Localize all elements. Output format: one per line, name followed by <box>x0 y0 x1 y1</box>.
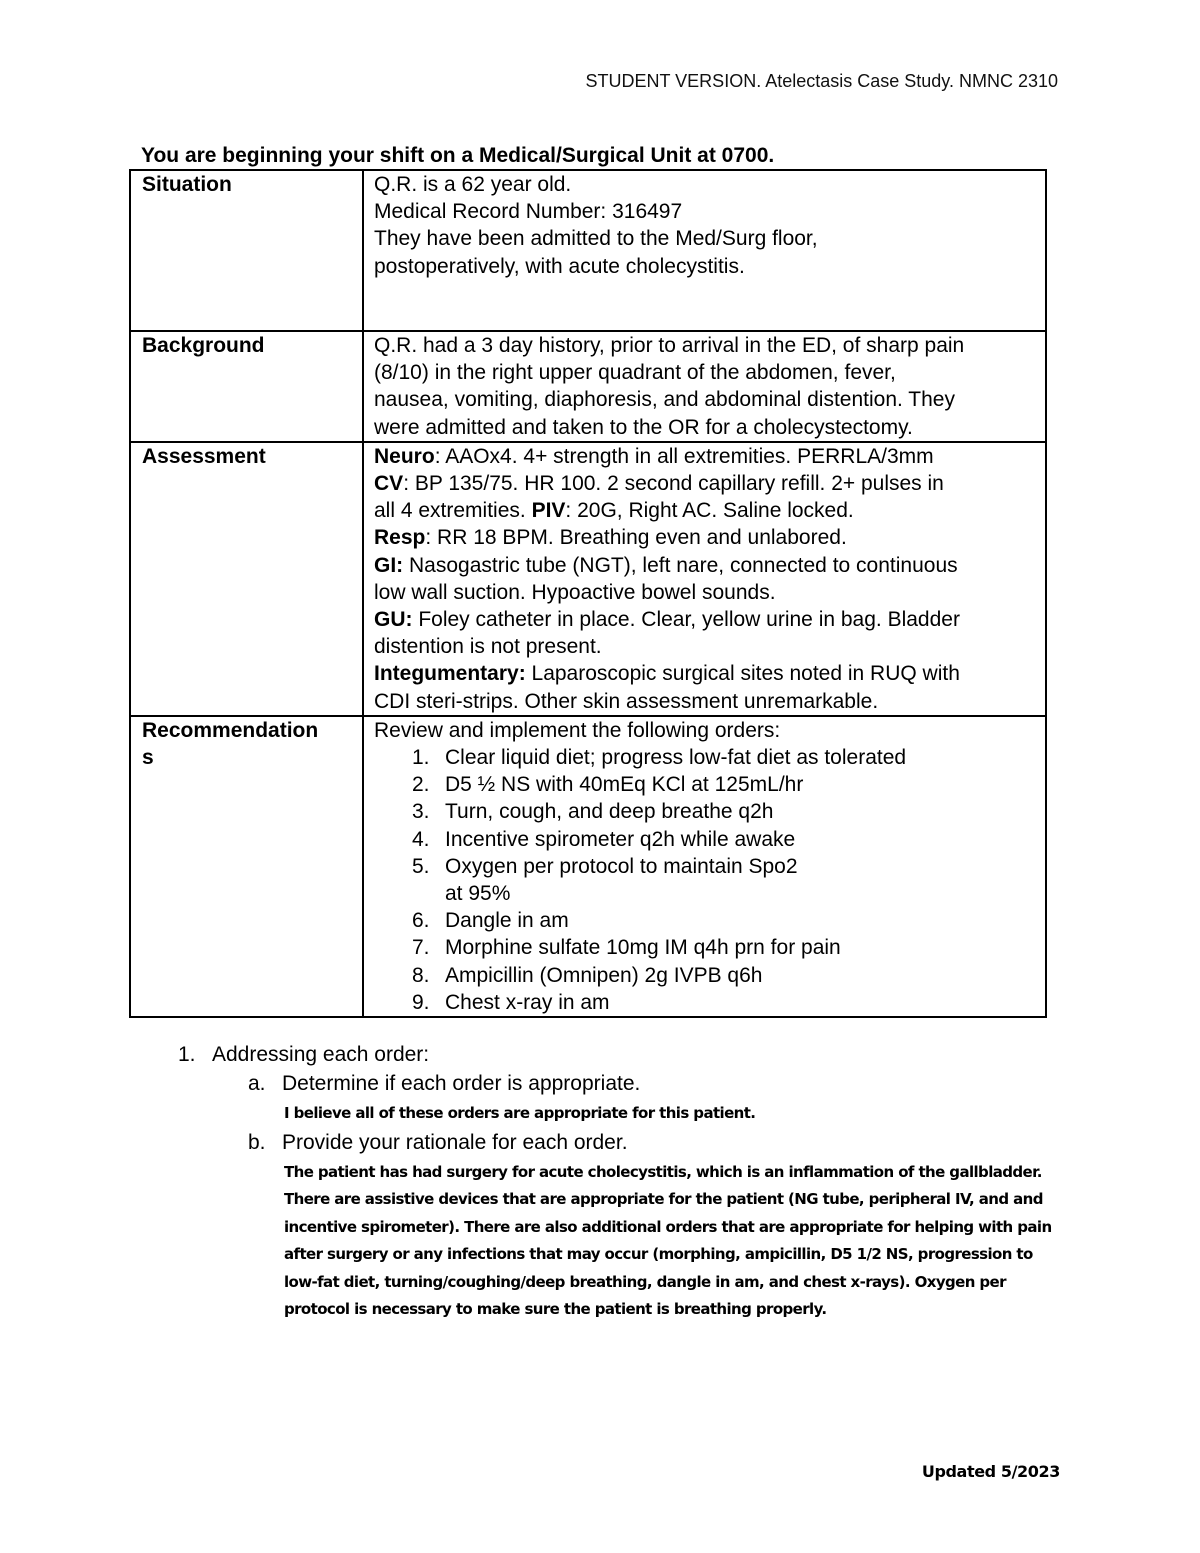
situation-line: Medical Record Number: 316497 <box>374 200 683 224</box>
orders-list <box>374 744 1039 1016</box>
order-number: 5. <box>412 854 430 878</box>
integ-line <box>374 660 1039 687</box>
sub-question-letter: a. <box>248 1072 266 1095</box>
answer-line: There are assistive devices that are appropriate for the patient (NG tube, peripheral IV, and and <box>284 1190 1043 1209</box>
question-text: Addressing each order: <box>212 1043 430 1066</box>
background-line: nausea, vomiting, diaphoresis, and abdominal distention. They <box>374 388 955 412</box>
answer-1b <box>284 1159 1064 1323</box>
resp-text: : RR 18 BPM. Breathing even and unlabored. <box>425 526 847 550</box>
assessment-row <box>130 442 1046 716</box>
situation-row <box>130 170 1046 331</box>
piv-text: : 20G, Right AC. Saline locked. <box>565 499 854 523</box>
order-item <box>374 934 1039 961</box>
cv-piv-line <box>374 497 1039 524</box>
answer-1a: I believe all of these orders are appropriate for this patient. <box>284 1104 756 1122</box>
situation-line: They have been admitted to the Med/Surg floor, <box>374 227 818 251</box>
answer-line: incentive spirometer). There are also additional orders that are appropriate for helping with pain <box>284 1217 1052 1236</box>
order-item <box>374 798 1039 825</box>
cv-label: CV <box>374 472 404 496</box>
sub-question-text: Provide your rationale for each order. <box>282 1131 628 1154</box>
order-text: D5 ½ NS with 40mEq KCl at 125mL/hr <box>445 773 804 797</box>
situation-line: postoperatively, with acute cholecystitis. <box>374 254 745 278</box>
resp-line <box>374 524 1039 551</box>
cv-text-cont: all 4 extremities. <box>374 499 532 523</box>
integ-text: Laparoscopic surgical sites noted in RUQ with <box>525 662 960 686</box>
background-line: Q.R. had a 3 day history, prior to arrival in the ED, of sharp pain <box>374 334 965 357</box>
answer-line: low-fat diet, turning/coughing/deep breathing, dangle in am, and chest x-rays). Oxygen per <box>284 1272 1006 1291</box>
order-item <box>374 826 1039 853</box>
piv-label: PIV <box>531 499 566 523</box>
gu-line <box>374 606 1039 633</box>
order-text-cont: at 95% <box>445 882 511 906</box>
background-label: Background <box>130 331 363 442</box>
background-line: (8/10) in the right upper quadrant of the abdomen, fever, <box>374 361 896 385</box>
order-number: 2. <box>412 773 430 797</box>
page-footer: Updated 5/2023 <box>921 1462 1060 1481</box>
order-text: Chest x-ray in am <box>445 990 610 1014</box>
order-item <box>374 962 1039 989</box>
orders-intro: Review and implement the following orders: <box>374 718 781 742</box>
background-content <box>363 331 1046 442</box>
order-item <box>374 744 1039 771</box>
gu-line-cont: distention is not present. <box>374 635 602 659</box>
integ-line-cont: CDI steri-strips. Other skin assessment unremarkable. <box>374 689 879 713</box>
order-text: Oxygen per protocol to maintain Spo2 <box>445 854 798 878</box>
answer-line: protocol is necessary to make sure the patient is breathing properly. <box>284 1300 827 1319</box>
situation-line: Q.R. is a 62 year old. <box>374 173 572 196</box>
order-number: 9. <box>412 990 430 1014</box>
integ-label: Integumentary: <box>374 662 526 686</box>
order-text: Clear liquid diet; progress low-fat diet as tolerated <box>445 746 907 770</box>
order-item <box>374 989 1039 1016</box>
neuro-line <box>374 443 1039 470</box>
recommendations-label <box>130 716 363 1017</box>
assessment-content <box>363 442 1046 716</box>
cv-text: : BP 135/75. HR 100. 2 second capillary refill. 2+ pulses in <box>403 472 944 496</box>
sub-question-letter: b. <box>248 1131 266 1154</box>
order-item <box>374 771 1039 798</box>
recommendations-row <box>130 716 1046 1017</box>
order-number: 8. <box>412 963 430 987</box>
answer-line: after surgery or any infections that may occur (morphing, ampicillin, D5 1/2 NS, progression to <box>284 1245 1033 1264</box>
neuro-text: : AAOx4. 4+ strength in all extremities. PERRLA/3mm <box>434 444 934 468</box>
recommendations-label-line: s <box>142 746 154 770</box>
order-number: 7. <box>412 936 430 960</box>
order-number: 1. <box>412 746 430 770</box>
recommendations-content <box>363 716 1046 1017</box>
order-text: Turn, cough, and deep breathe q2h <box>445 800 774 824</box>
order-item <box>374 853 1039 907</box>
answer-line: The patient has had surgery for acute cholecystitis, which is an inflammation of the gallbladder. <box>284 1163 1042 1181</box>
order-text: Incentive spirometer q2h while awake <box>445 827 796 851</box>
intro-heading: You are beginning your shift on a Medical/Surgical Unit at 0700. <box>141 144 775 167</box>
order-text: Morphine sulfate 10mg IM q4h prn for pain <box>445 936 841 960</box>
cv-line <box>374 470 1039 497</box>
background-row <box>130 331 1046 442</box>
order-text: Ampicillin (Omnipen) 2g IVPB q6h <box>445 963 763 987</box>
situation-label: Situation <box>130 170 363 331</box>
gi-label: GI: <box>374 553 404 577</box>
neuro-label: Neuro <box>374 444 435 468</box>
gi-text: Nasogastric tube (NGT), left nare, connected to continuous <box>403 553 958 577</box>
order-text: Dangle in am <box>445 909 569 933</box>
assessment-label: Assessment <box>130 442 363 716</box>
recommendations-label-line: Recommendation <box>142 718 319 742</box>
gi-line-cont: low wall suction. Hypoactive bowel sounds. <box>374 580 776 604</box>
gi-line <box>374 552 1039 579</box>
order-number: 6. <box>412 909 430 933</box>
gu-text: Foley catheter in place. Clear, yellow urine in bag. Bladder <box>412 608 960 632</box>
background-line: were admitted and taken to the OR for a cholecystectomy. <box>374 415 913 439</box>
order-item <box>374 907 1039 934</box>
order-number: 3. <box>412 800 430 824</box>
resp-label: Resp <box>374 526 426 550</box>
sbar-table <box>129 169 1047 1018</box>
gu-label: GU: <box>374 608 413 632</box>
sub-question-text: Determine if each order is appropriate. <box>282 1072 641 1095</box>
question-number: 1. <box>178 1043 196 1066</box>
situation-content <box>363 170 1046 331</box>
order-number: 4. <box>412 827 430 851</box>
page-header: STUDENT VERSION. Atelectasis Case Study. NMNC 2310 <box>585 71 1058 91</box>
